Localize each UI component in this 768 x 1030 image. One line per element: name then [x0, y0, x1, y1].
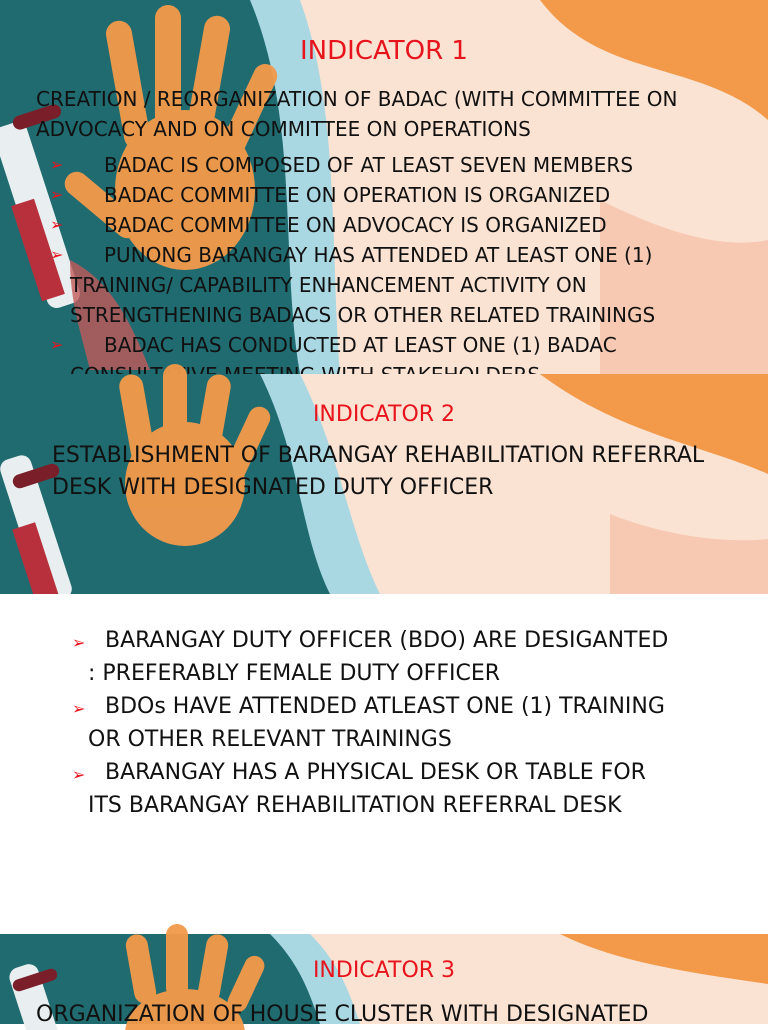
slide-indicator-1 — [0, 0, 768, 374]
list-item-text: BADAC IS COMPOSED OF AT LEAST SEVEN MEMBERS — [104, 153, 634, 177]
list-item — [72, 624, 742, 690]
arrow-bullet-icon: ➢ — [72, 633, 86, 652]
list-item — [72, 690, 742, 756]
slide-content — [0, 934, 768, 1027]
slide-content — [0, 594, 768, 934]
slide-content — [0, 374, 768, 594]
list-item-text: BARANGAY DUTY OFFICER (BDO) ARE DESIGANTED — [105, 628, 669, 653]
list-item-text: BADAC COMMITTEE ON OPERATION IS ORGANIZED — [104, 183, 611, 207]
list-item-text: BARANGAY HAS A PHYSICAL DESK OR TABLE FOR — [105, 760, 646, 785]
indicator-criteria-list — [50, 150, 740, 390]
arrow-bullet-icon: ➢ — [50, 155, 64, 174]
slide-content — [0, 0, 768, 374]
list-item-text: BDOs HAVE ATTENDED ATLEAST ONE (1) TRAINING — [105, 694, 665, 719]
list-item — [50, 240, 740, 330]
list-item — [50, 180, 740, 210]
slide-indicator-3 — [0, 934, 768, 1027]
slide-heading: ORGANIZATION OF HOUSE CLUSTER WITH DESIGNATED — [36, 1002, 649, 1027]
list-item — [50, 210, 740, 240]
list-item-text: PUNONG BARANGAY HAS ATTENDED AT LEAST ONE (1) — [104, 243, 653, 267]
list-item-continuation: ITS BARANGAY REHABILITATION REFERRAL DESK — [88, 793, 622, 818]
indicator-criteria-list — [72, 624, 742, 822]
arrow-bullet-icon: ➢ — [72, 699, 86, 718]
arrow-bullet-icon: ➢ — [50, 245, 64, 264]
arrow-bullet-icon: ➢ — [50, 215, 64, 234]
list-item — [72, 756, 742, 822]
slide-heading: CREATION / REORGANIZATION OF BADAC (WITH COMMITTEE ON ADVOCACY AND ON COMMITTEE ON OPERATIONS — [36, 87, 678, 141]
list-item-continuation: TRAINING/ CAPABILITY ENHANCEMENT ACTIVITY ON STRENGTHENING BADACS OR OTHER RELATED TRAININGS — [70, 273, 656, 327]
list-item-continuation: : PREFERABLY FEMALE DUTY OFFICER — [88, 661, 501, 686]
list-item-text: BADAC COMMITTEE ON ADVOCACY IS ORGANIZED — [104, 213, 607, 237]
slide-indicator-2 — [0, 374, 768, 594]
arrow-bullet-icon: ➢ — [72, 765, 86, 784]
arrow-bullet-icon: ➢ — [50, 335, 64, 354]
list-item — [50, 150, 740, 180]
arrow-bullet-icon: ➢ — [50, 185, 64, 204]
slide-heading: ESTABLISHMENT OF BARANGAY REHABILITATION REFERRAL DESK WITH DESIGNATED DUTY OFFICER — [52, 443, 705, 500]
slide-title: INDICATOR 1 — [300, 36, 468, 66]
slide-indicator-2-criteria — [0, 594, 768, 934]
list-item-text: BADAC HAS CONDUCTED AT LEAST ONE (1) BADAC — [104, 333, 617, 357]
slide-title: INDICATOR 3 — [312, 958, 456, 983]
list-item-continuation: OR OTHER RELEVANT TRAININGS — [88, 727, 452, 752]
slide-title: INDICATOR 2 — [312, 402, 456, 427]
